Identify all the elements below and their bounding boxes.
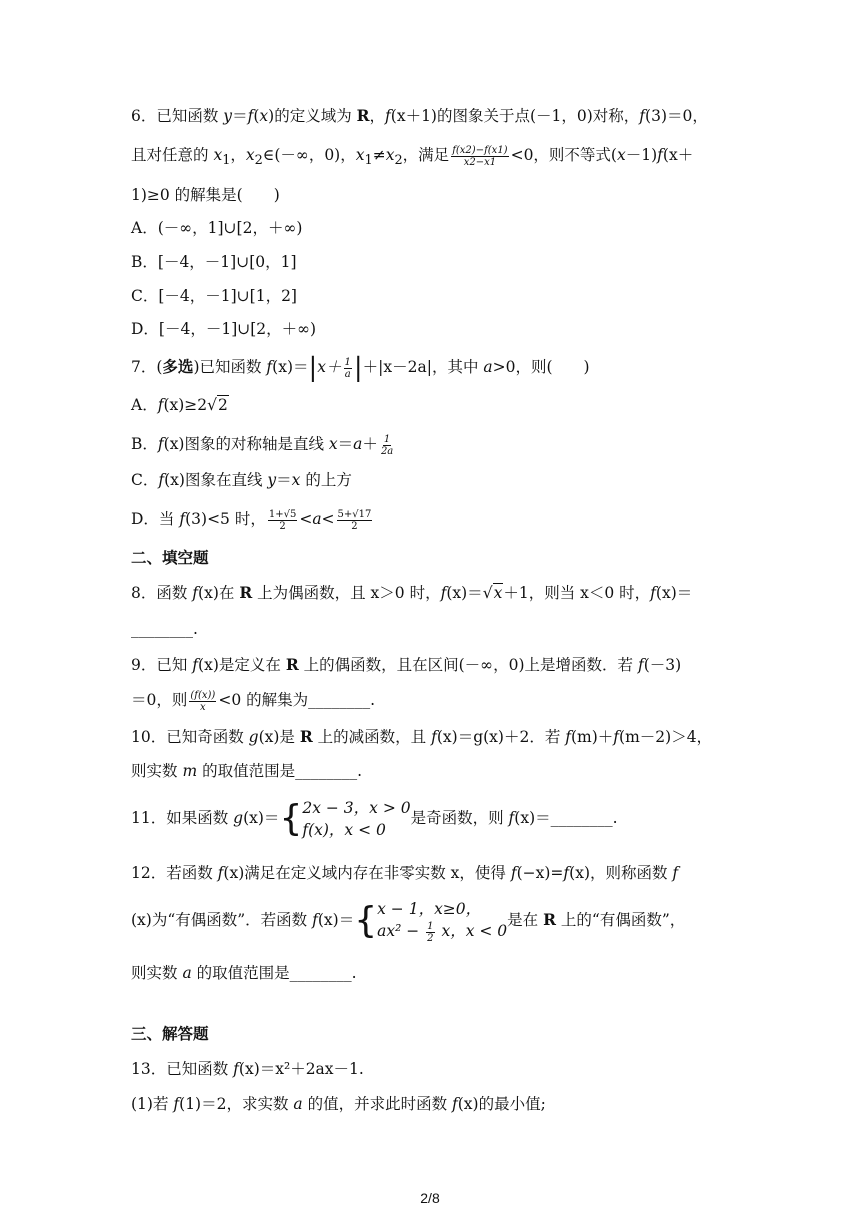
q6-option-d: D．[－4，－1]∪[2，＋∞) [131, 320, 317, 338]
text: x [213, 146, 223, 164]
text: (x)＝ [243, 809, 280, 827]
text: ＝0，则 [131, 691, 188, 709]
text: f [637, 656, 644, 674]
text: f [157, 396, 164, 414]
section-heading-answer: 三、解答题 [131, 1025, 209, 1043]
fraction-denominator: 2 [427, 932, 434, 944]
text: ＋|x－2a|，其中 [362, 358, 484, 376]
text: f [565, 728, 571, 746]
text: (m－2)＞4， [619, 728, 713, 746]
fraction-denominator: x2−x1 [463, 156, 497, 168]
text: R [285, 655, 299, 674]
text: f [672, 864, 679, 882]
text: 上的“有偶函数”， [556, 911, 686, 929]
text: f [639, 107, 646, 125]
text: f [508, 809, 515, 827]
text: x，x < 0 [436, 922, 508, 941]
left-brace: { [354, 900, 378, 941]
text: f [192, 656, 199, 674]
text: (3)<5 时， [185, 510, 266, 528]
fraction-denominator: 2 [351, 520, 358, 532]
text: y [267, 471, 277, 489]
text: x [355, 146, 365, 164]
sqrt-radicand: 2 [218, 396, 228, 414]
fraction-denominator: 2a [380, 445, 394, 457]
fraction-numerator: 1 [427, 920, 434, 932]
case-row: 2x − 3，x > 0 [302, 799, 411, 817]
text: (x)＝ [272, 358, 309, 376]
text: (−x)= [516, 864, 564, 882]
text: (x＋1)的图象关于点(－1，0)对称， [390, 107, 640, 125]
text: 6．已知函数 [131, 107, 224, 125]
fraction-denominator: a [344, 368, 351, 380]
text: ＝ [276, 471, 292, 489]
text: f [657, 146, 663, 164]
text: (1)若 [131, 1095, 174, 1113]
q7-stem [131, 353, 590, 383]
text: 上为偶函数，且 x＞0 时， [252, 584, 441, 602]
fraction-numerator: 1+√5 [268, 508, 297, 520]
section-heading-fill-in: 二、填空题 [131, 549, 209, 567]
q12-line-3 [131, 962, 357, 984]
text: (x)≥2 [163, 396, 208, 414]
fraction-numerator: 1 [383, 433, 391, 445]
q7-option-c [131, 469, 352, 491]
text: (－3) [643, 656, 682, 674]
q11-line [131, 796, 618, 841]
text: 12．若函数 [131, 864, 218, 882]
sqrt-radicand: x [493, 584, 503, 602]
fraction-numerator: (f(x)) [190, 689, 216, 701]
fraction [380, 434, 394, 457]
text: f [385, 107, 391, 125]
text: 10．已知奇函数 [131, 728, 249, 746]
text: y [223, 107, 233, 125]
text: f [173, 1095, 180, 1113]
text: f [233, 1060, 239, 1078]
text: R [239, 583, 253, 602]
q6-line-3: 1)≥0 的解集是( ) [131, 186, 280, 204]
text: (3)＝0， [645, 107, 708, 125]
fraction-numerator: f(x2)−f(x1) [452, 144, 508, 156]
text: 8．函数 [131, 584, 193, 602]
text: ≠ [372, 146, 386, 164]
text: ，满足 [402, 146, 450, 164]
piecewise-cases [302, 797, 410, 841]
q7-option-b [131, 433, 396, 457]
text: f [247, 107, 254, 125]
text: g [248, 728, 259, 746]
text: (x)是定义在 [198, 656, 286, 674]
page-number: 2/8 [420, 1190, 440, 1206]
piecewise-cases [377, 898, 507, 944]
q13-part-1 [131, 1093, 546, 1115]
text: 2 [394, 153, 403, 169]
text: B． [131, 435, 158, 453]
q12-line-1 [131, 862, 678, 884]
text: 的值，并求此时函数 [302, 1095, 452, 1113]
text: f [266, 358, 273, 376]
q8-line-2: ________. [131, 620, 198, 638]
q8-line-1 [131, 582, 692, 604]
text: ( [253, 107, 260, 125]
q9-line-1 [131, 654, 681, 676]
q6-line-1 [131, 105, 708, 127]
fraction [426, 921, 434, 944]
q6-line-2 [131, 144, 693, 172]
text: f [312, 911, 318, 929]
sqrt-sign: √ [482, 584, 493, 602]
text: x [291, 471, 301, 489]
text: a [182, 964, 192, 982]
case-row: x − 1，x≥0， [377, 900, 482, 919]
text: f [440, 584, 447, 602]
text: 1 [222, 153, 231, 169]
text: <0 的解集为________. [218, 691, 376, 709]
text: x＋ [317, 358, 342, 376]
text: (x)在 [198, 584, 240, 602]
text: )已知函数 [193, 358, 267, 376]
text: x [385, 146, 395, 164]
text: 上的减函数，且 [312, 728, 432, 746]
text: (m)＋ [571, 728, 614, 746]
text: (x)＝x²＋2ax－1. [238, 1060, 364, 1078]
fraction-denominator: 2 [279, 520, 286, 532]
text: (x)＝________. [514, 809, 618, 827]
text: ， [230, 146, 246, 164]
text: ＝ [337, 435, 354, 453]
text: f [217, 864, 224, 882]
text: f [563, 864, 570, 882]
fraction-numerator: 5+√17 [337, 508, 372, 520]
text: x [616, 146, 626, 164]
text: (x)的最小值; [457, 1095, 546, 1113]
text: x [259, 107, 269, 125]
text: R [543, 910, 556, 929]
text: g [233, 809, 244, 827]
q12-line-2 [131, 895, 685, 945]
text: )的定义域为 [268, 107, 357, 125]
text: 且对任意的 [131, 146, 214, 164]
text: f [179, 510, 186, 528]
text: 的上方 [300, 471, 352, 489]
text: 1 [364, 153, 373, 169]
abs-bar: | [353, 353, 363, 383]
text: f [613, 728, 620, 746]
text: f [431, 728, 437, 746]
text: 上的偶函数，且在区间(－∞，0)上是增函数．若 [298, 656, 638, 674]
text: 是在 [507, 911, 544, 929]
text: ＋1，则当 x＜0 时， [503, 584, 651, 602]
q7-option-d [131, 508, 374, 532]
text: ∈(－∞，0)， [262, 146, 356, 164]
fraction [344, 357, 352, 380]
text: 是奇函数，则 [410, 809, 509, 827]
text: f [158, 471, 165, 489]
text: (x＋ [662, 146, 694, 164]
text: (x)，则称函数 [569, 864, 673, 882]
text: R [356, 106, 370, 125]
text: (x)为“有偶函数”．若函数 [131, 911, 313, 929]
text: x [245, 146, 255, 164]
text: A． [131, 396, 158, 414]
text: (x)满足在定义域内存在非零实数 x，使得 [223, 864, 511, 882]
text: C． [131, 471, 159, 489]
fraction-numerator: 1 [344, 356, 351, 368]
text: f [650, 584, 656, 602]
text: f [452, 1095, 458, 1113]
text: ＋ [362, 435, 378, 453]
text: 则实数 [131, 762, 183, 780]
text: m [182, 762, 198, 780]
text: (x)＝ [446, 584, 483, 602]
text: (x)＝ [317, 911, 355, 929]
abs-bar: | [308, 353, 318, 383]
text: ， [369, 107, 386, 125]
text: x [328, 435, 338, 453]
text: 多选 [162, 358, 194, 376]
text: a [353, 435, 363, 453]
text: f [192, 584, 199, 602]
fraction [451, 145, 508, 168]
text: D．当 [131, 510, 180, 528]
q7-option-a [131, 394, 229, 416]
text: (x)图象的对称轴是直线 [163, 435, 329, 453]
q10-line-1 [131, 726, 712, 748]
case-row [377, 920, 507, 944]
q6-option-a: A．(－∞，1]∪[2，＋∞) [131, 219, 303, 237]
text: (1)＝2，求实数 [179, 1095, 294, 1113]
text: (x)＝ [655, 584, 693, 602]
text: f [510, 864, 517, 882]
text: 的取值范围是________. [197, 762, 362, 780]
text: <a< [299, 510, 335, 528]
text: ＝ [232, 107, 248, 125]
left-brace: { [279, 798, 303, 839]
text: >0，则( ) [492, 358, 590, 376]
text: <0，则不等式( [510, 146, 617, 164]
text: R [299, 727, 313, 746]
fraction [189, 690, 216, 713]
text: 7．( [131, 358, 163, 376]
text: ax² − [377, 922, 425, 941]
text: f [157, 435, 164, 453]
text: －1) [625, 146, 658, 164]
case-row: f(x)，x < 0 [302, 821, 386, 839]
text: (x)＝g(x)＋2．若 [436, 728, 566, 746]
text: (x)图象在直线 [164, 471, 268, 489]
fraction [268, 509, 297, 532]
q6-option-c: C．[－4，－1]∪[1，2] [131, 287, 297, 305]
text: 2 [254, 153, 263, 169]
text: 13．已知函数 [131, 1060, 234, 1078]
text: 11．如果函数 [131, 809, 234, 827]
q10-line-2 [131, 760, 362, 782]
fraction-denominator: x [200, 701, 206, 713]
q13-stem [131, 1058, 364, 1080]
fraction [337, 509, 373, 532]
text: 的取值范围是________. [191, 964, 357, 982]
q6-option-b: B．[－4，－1]∪[0，1] [131, 253, 297, 271]
text: a [483, 358, 493, 376]
q9-line-2 [131, 689, 375, 713]
text: 则实数 [131, 964, 183, 982]
text: 9．已知 [131, 656, 193, 674]
text: (x)是 [258, 728, 300, 746]
text: a [293, 1095, 303, 1113]
sqrt-sign: √ [207, 396, 218, 414]
